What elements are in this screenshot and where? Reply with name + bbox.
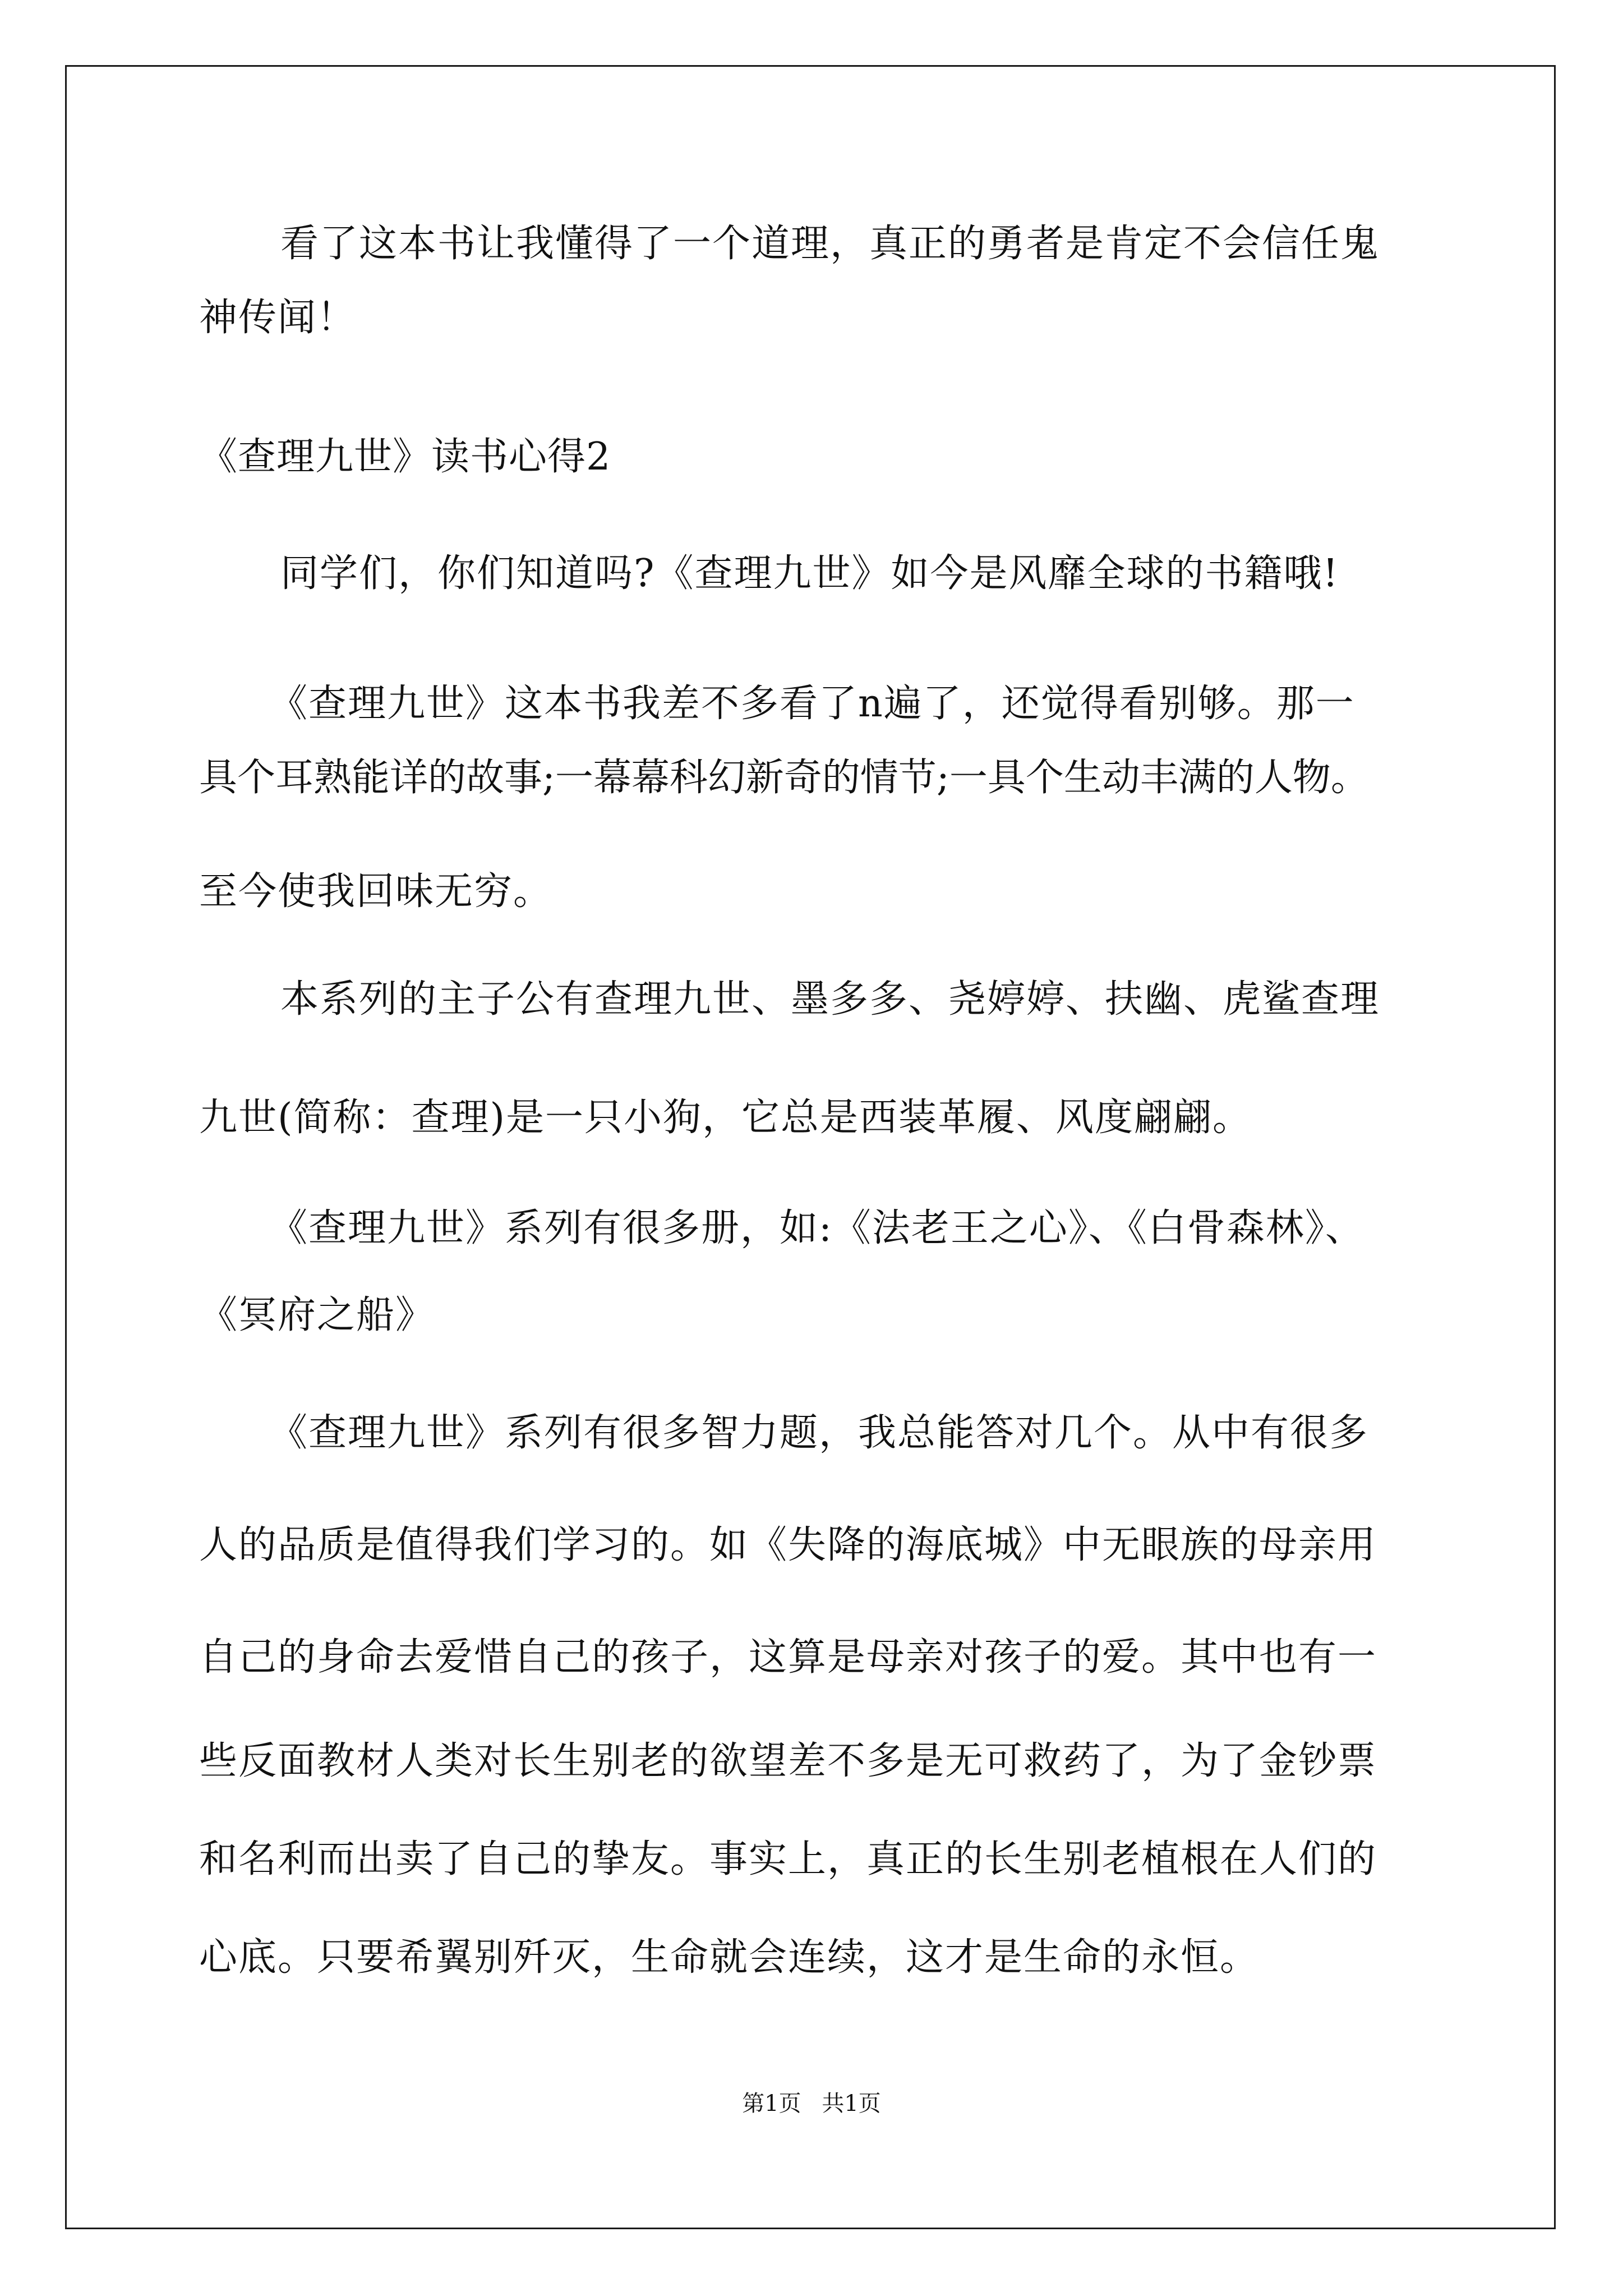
body-line: 本系列的主子公有查理九世、墨多多、尧婷婷、扶幽、虎鲨查理 (280, 977, 1380, 1022)
body-line: 《冥府之船》 (199, 1293, 435, 1337)
body-line: 具个耳熟能详的故事;一幕幕科幻新奇的情节;一具个生动丰满的人物。 (199, 756, 1369, 800)
body-line: 些反面教材人类对长生别老的欲望差不多是无可救药了，为了金钞票 (199, 1739, 1377, 1783)
body-line: 人的品质是值得我们学习的。如《失降的海底城》中无眼族的母亲用 (199, 1523, 1377, 1567)
page-footer (0, 2087, 1623, 2120)
body-line: 《查理九世》系列有很多册，如:《法老王之心》、《白骨森林》、 (269, 1206, 1364, 1250)
page-border (65, 65, 1556, 2229)
section-heading: 《查理九世》读书心得2 (199, 435, 611, 479)
body-line: 至今使我回味无穷。 (199, 869, 553, 914)
body-line: 看了这本书让我懂得了一个道理，真正的勇者是肯定不会信任鬼 (280, 222, 1380, 266)
body-line: 和名利而出卖了自己的挚友。事实上，真正的长生别老植根在人们的 (199, 1837, 1377, 1881)
body-line: 神传闻！ (199, 296, 357, 340)
page-number: 第1页 (742, 2091, 801, 2116)
page-total: 共1页 (822, 2091, 881, 2116)
body-line: 《查理九世》系列有很多智力题，我总能答对几个。从中有很多 (269, 1411, 1369, 1455)
body-line: 同学们，你们知道吗?《查理九世》如今是风靡全球的书籍哦! (280, 551, 1339, 596)
body-line: 心底。只要希翼别歼灭，生命就会连续，这才是生命的永恒。 (199, 1935, 1260, 1980)
body-line: 《查理九世》这本书我差不多看了n遍了，还觉得看别够。那一 (269, 682, 1355, 726)
body-line: 九世(简称：查理)是一只小狗，它总是西装革履、风度翩翩。 (199, 1096, 1252, 1140)
body-line: 自己的身命去爱惜自己的孩子，这算是母亲对孩子的爱。其中也有一 (199, 1635, 1377, 1680)
